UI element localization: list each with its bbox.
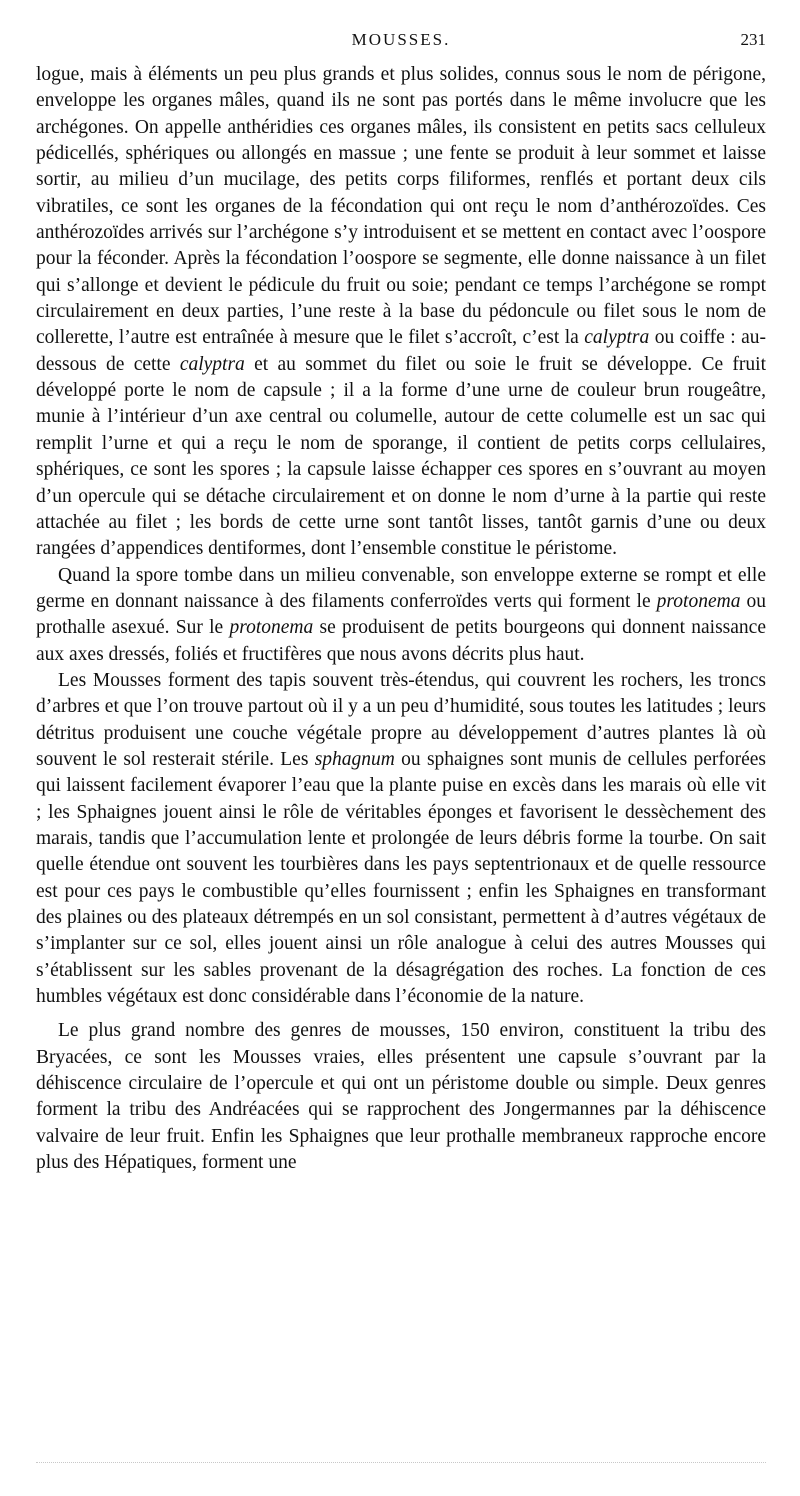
running-head xyxy=(36,30,766,56)
paragraph-spore-germination xyxy=(36,563,766,668)
text-run: et au sommet du filet ou soie le fruit se développe. Ce fruit développé porte le nom de capsule ; il a la forme d’une urne de couleur brun rougeâtre, munie à l’intérieur d’un axe central ou columelle, autour de cette columelle est un sac qui remplit l’urne et qui a reçu le nom de sporange, il contient de petits corps cellulaires, sphériques, ce sont les spores ; la capsule laisse échapper ces spores en s’ouvrant au moyen d’un opercule qui se détache circulairement et on donne le nom d’urne à la partie qui reste attachée au filet ; les bords de cette urne sont tantôt lisses, tantôt garnis d’une ou deux rangées d’appendices dentiformes, dont l’ensemble constitue le péristome. xyxy=(36,353,766,560)
page-number: 231 xyxy=(740,30,766,49)
text-run: Le plus grand nombre des genres de mousses, 150 environ, constituent la tribu des Bryacées, ce sont les Mousses vraies, elles présentent une capsule s’ouvrant par la déhiscence circulaire de l’opercule et qui ont un péristome double ou simple. Deux genres forment la tribu des Andréacées qui se rapprochent des Jongermannes par la déhiscence valvaire de leur fruit. Enfin les Sphaignes que leur prothalle membraneux rapproche encore plus des Hépatiques, forment une xyxy=(36,1020,766,1174)
text-run: Les Mousses forment des tapis souvent très-étendus, qui couvrent les rochers, les troncs d’arbres et que l’on trouve partout où il y a un peu d’humidité, sous toutes les latitudes ; leurs détritus produisent une couche végétale propre au développement d’autres plantes là où souvent le sol resterait stérile. Les xyxy=(36,669,766,770)
paragraph-periphery-antheridia xyxy=(36,62,766,563)
text-run: ou prothalle asexué. Sur le xyxy=(36,590,767,639)
italic-term: protonema xyxy=(229,617,314,639)
body-text xyxy=(36,62,766,1176)
italic-term: calyptra xyxy=(584,327,650,349)
italic-term: calyptra xyxy=(179,353,245,375)
italic-term: protonema xyxy=(656,590,741,612)
text-run: logue, mais à éléments un peu plus grands et plus solides, connus sous le nom de périgone, enveloppe les organes mâles, quand ils ne sont pas portés dans le même involucre que les archégones. On appelle anthéridies ces organes mâles, ils consistent en petits sacs celluleux pédicellés, sphériques ou allongés en massue ; une fente se produit à leur sommet et laisse sortir, au milieu d’un mucilage, des petits corps filiformes, renflés et portant deux cils vibratiles, ce sont les organes de la fécondation qui ont reçu le nom d’anthérozoïdes. Ces anthérozoïdes arrivés sur l’archégone s’y introduisent et se mettent en contact avec l’oospore pour la féconder. Après la fécondation l’oospore se segmente, elle donne naissance à un filet qui s’allonge et devient le pédicule du fruit ou soie; pendant ce temps l’archégone se rompt circulairement en deux parties, l’une reste à la base du pédoncule ou filet sous le nom de collerette, l’autre est entraînée à mesure que le filet s’accroît, c’est la xyxy=(36,64,766,349)
text-run: Quand la spore tombe dans un milieu convenable, son enveloppe externe se rompt et elle germe en donnant naissance à des filaments conferroïdes verts qui forment le xyxy=(36,564,766,612)
text-run: ou sphaignes sont munis de cellules perforées qui laissent facilement évaporer l’eau que la plante puise en excès dans les marais où elle vit ; les Sphaignes jouent ainsi le rôle de véritables éponges et favorisent le dessèchement des marais, tandis que l’accumulation lente et prolongée de leurs débris forme la tourbe. On sait quelle étendue ont souvent les tourbières dans les pays septentrionaux et de quelle ressource est pour ces pays le combustible qu’elles fournissent ; enfin les Sphaignes en transformant des plaines ou des plateaux détrempés en un sol consistant, permettent à d’autres végétaux de s’implanter sur ce sol, elles jouent ainsi un rôle analogue à celui des autres Mousses qui s’établissent sur les sables provenant de la désagrégation des roches. La fonction de ces humbles végétaux est donc considérable dans l’économie de la nature. xyxy=(36,748,766,1008)
text-run: ou coiffe : au-dessous de cette xyxy=(36,327,766,375)
paragraph-moss-classification xyxy=(36,1018,766,1176)
paragraph-moss-ecology xyxy=(36,668,766,1010)
footer-faint-rule xyxy=(36,1462,766,1463)
running-title: MOUSSES. xyxy=(351,30,451,49)
italic-term: sphagnum xyxy=(314,748,395,770)
text-run: se produisent de petits bourgeons qui donnent naissance aux axes dressés, foliés et fructifères que nous avons décrits plus haut. xyxy=(36,617,766,665)
